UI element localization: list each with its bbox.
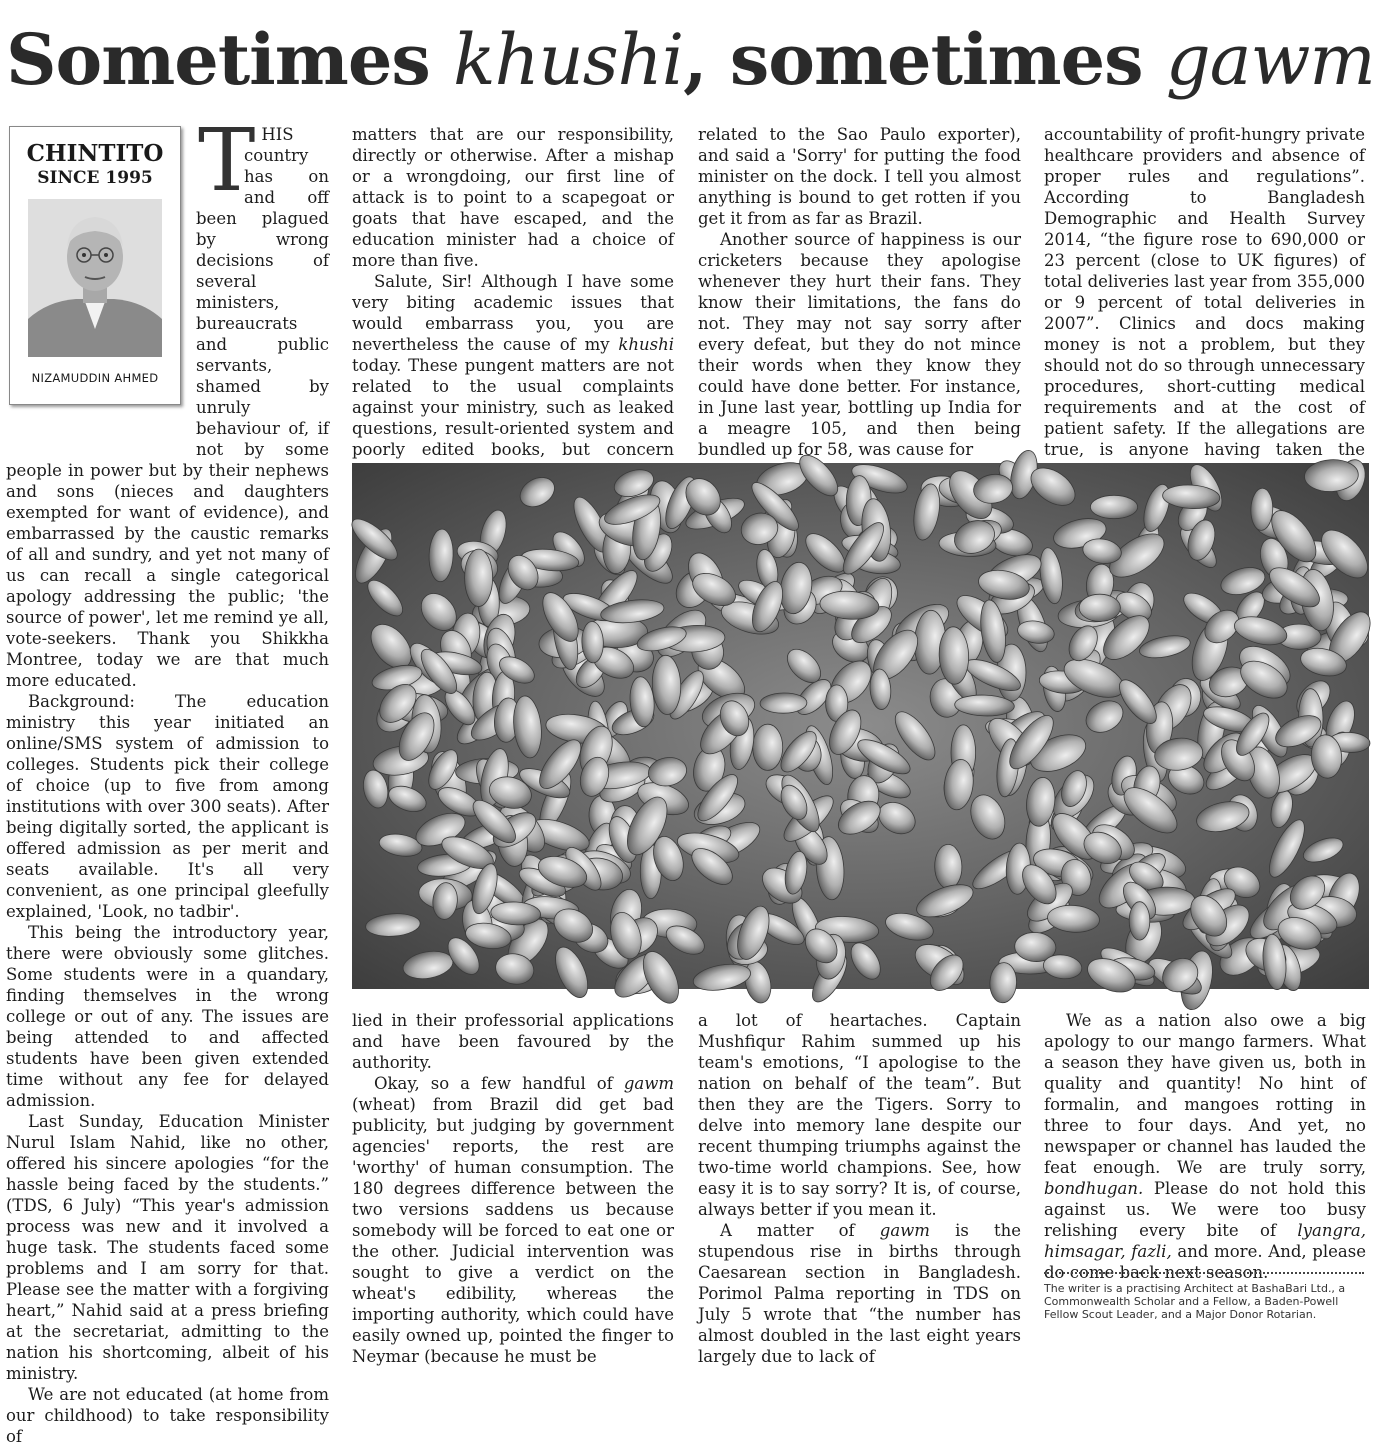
column-1-paragraph: Last Sunday, Education Minister Nurul Islam Nahid, like no other, offered his sincere apologies “for the hassle being faced by the students.” (TDS, 6 July) “This year's admission process was new and it involved a huge task. The students faced some problems and I am sorry for that. Please see the matter with a forgiving heart,” Nahid said at a press briefing at the secretariat, admitting to the nation his shortcoming, albeit of his ministry.	[6, 1112, 329, 1383]
wheat-grain	[753, 724, 783, 770]
column-2-paragraph: matters that are our responsibility, directly or otherwise. After a mishap or a wrongdoing, our first line of attack is to point to a scapegoat or goats that have escaped, and the education minister had a choice of more than five.	[352, 125, 674, 270]
column-title: CHINTITO	[26, 140, 164, 167]
column-2-paragraph: Okay, so a few handful of gawm (wheat) from Brazil did get bad publicity, but judging by government agencies' reports, the rest are 'worthy' of human consumption. The 180 degrees difference between the two versions saddens us because somebody will be forced to eat one or the other. Judicial intervention was sought to give a verdict on the wheat's edibility, whereas the importing authority, which could have easily owned up, pointed the finger to Neymar (because he must be	[352, 1074, 674, 1366]
column-3-paragraph: A matter of gawm is the stupendous rise in births through Caesarean section in Bangladesh. Porimol Palma reporting in TDS on July 5 wrote that “the number has almost doubled in the last eight years largely due to lack of	[698, 1221, 1021, 1366]
wheat-grain	[1090, 495, 1137, 518]
column-2-bottom	[352, 1010, 674, 1366]
column-1	[6, 111, 329, 1446]
column-3-top	[698, 124, 1021, 459]
headline-word-gawm: gawm	[1165, 19, 1375, 101]
column-2-top	[352, 124, 674, 459]
column-1-lead: country has on and off been plagued by wrong decisions of several ministers, bureaucrats and public servants, shamed by unruly behaviour of, if not by some people in power but by their nephews and sons (nieces and daughters exempted for want of evidence), and embarrassed by the caustic remarks of all and sundry, and yet not many of us can recall a single categorical apology addressing the public; 'the source of power', let me remind ye all, vote-seekers. Thank you Shikkha Montree, today we are that much more educated.	[6, 146, 329, 690]
wheat-grain	[934, 844, 962, 889]
column-3-paragraph: related to the Sao Paulo exporter), and said a 'Sorry' for putting the food minister on the dock. I tell you almost anything is bound to get rotten if you get it from as far as Brazil.	[698, 125, 1021, 228]
dropcap-rest: HIS	[261, 125, 294, 144]
column-4-paragraph: accountability of profit-hungry private healthcare providers and absence of proper rules and regulations”. According to Bangladesh Demographic and Health Survey 2014, “the figure rose to 690,000 or 23 percent (close to UK figures) of total deliveries last year from 355,000 or 9 percent of total deliveries in 2007”. Clinics and docs making money is not a problem, but they should not do so through unnecessary procedures, short-cutting medical requirements and at the cost of patient safety. If the allegations are true, is anyone having taken the	[1044, 125, 1365, 459]
gawm-italic: gawm	[879, 1221, 930, 1240]
footnote-divider	[1044, 1272, 1364, 1274]
author-byline: NIZAMUDDIN AHMED	[31, 371, 159, 385]
khushi-italic: khushi	[618, 335, 674, 354]
column-2-paragraph: Salute, Sir! Although I have some very biting academic issues that would embarrass you, you are nevertheless the cause of my khushi today. These pungent matters are not related to the usual complaints against your ministry, such as leaked questions, result-oriented system and poorly edited books, but concern	[352, 272, 674, 459]
wheat-grains-photo	[352, 463, 1369, 989]
column-4-paragraph: We as a nation also owe a big apology to our mango farmers. What a season they have given us, both in quality and quantity! No hint of formalin, and mangoes rotting in three to four days. And yet, no newspaper or channel has lauded the feat enough. We are truly sorry, bondhugan. Please do not hold this against us. We were too busy relishing every bite of lyangra, himsagar, fazli, and more. And, please do come back next season.	[1044, 1011, 1366, 1282]
wheat-grain	[760, 693, 807, 714]
bondhugan-italic: bondhugan.	[1044, 1179, 1144, 1198]
headline-word-khushi: khushi	[453, 19, 684, 101]
column-2-paragraph: lied in their professorial applications and have been favoured by the authority.	[352, 1011, 674, 1072]
column-1-paragraph: Background: The education ministry this year initiated an online/SMS system of admission to colleges. Students pick their college of choice (up to five from among institutions with over 300 seats). After being digitally sorted, the applicant is offered admission as per merit and seats available. It's all very convenient, as one principal gleefully explained, 'Look, no tadbir'.	[6, 692, 329, 921]
wheat-grain	[1129, 902, 1150, 940]
column-3-paragraph: Another source of happiness is our cricketers because they apologise whenever they hurt their fans. They know their limitations, the fans do not. They may not say sorry after every defeat, but they do not mince their words when they know they could have done better. For instance, in June last year, bottling up India for a meagre 105, and then being bundled up for 58, was cause for	[698, 230, 1021, 459]
column-1-paragraph: We are not educated (at home from our childhood) to take responsibility of	[6, 1385, 329, 1446]
headline-part1: Sometimes	[6, 18, 454, 101]
headline-part2: , sometimes	[683, 18, 1166, 101]
dropcap: T	[198, 111, 256, 211]
column-1-paragraph: This being the introductory year, there were obviously some glitches. Some students were in a quandary, finding themselves in the wrong college or out of any. The issues are being attended to and affected students have been given extended time without any fee for delayed admission.	[6, 923, 329, 1110]
headline	[6, 14, 1376, 106]
mango-varieties-italic: lyangra, himsagar, fazli,	[1044, 1221, 1366, 1261]
author-footnote: The writer is a practising Architect at BashaBari Ltd., a Commonwealth Scholar and a Fellow, a Baden-Powell Fellow Scout Leader, and a Major Donor Rotarian.	[1044, 1282, 1346, 1321]
wheat-grain	[1079, 594, 1120, 621]
gawm-italic: gawm	[623, 1074, 674, 1093]
dropcap-spacer	[196, 124, 244, 190]
column-4-top	[1044, 124, 1365, 459]
column-4-bottom	[1044, 1010, 1366, 1282]
column-3-bottom	[698, 1010, 1021, 1366]
column-since: SINCE 1995	[37, 168, 153, 188]
wheat-grain	[465, 549, 493, 606]
column-3-paragraph: a lot of heartaches. Captain Mushfiqur Rahim summed up his team's emotions, “I apologise to the nation on behalf of the team”. But then they are the Tigers. Sorry to delve into memory lane despite our recent thumping triumphs against the two-time world champions. See, how easy it is to say sorry? It is, of course, always better if you mean it.	[698, 1011, 1021, 1219]
